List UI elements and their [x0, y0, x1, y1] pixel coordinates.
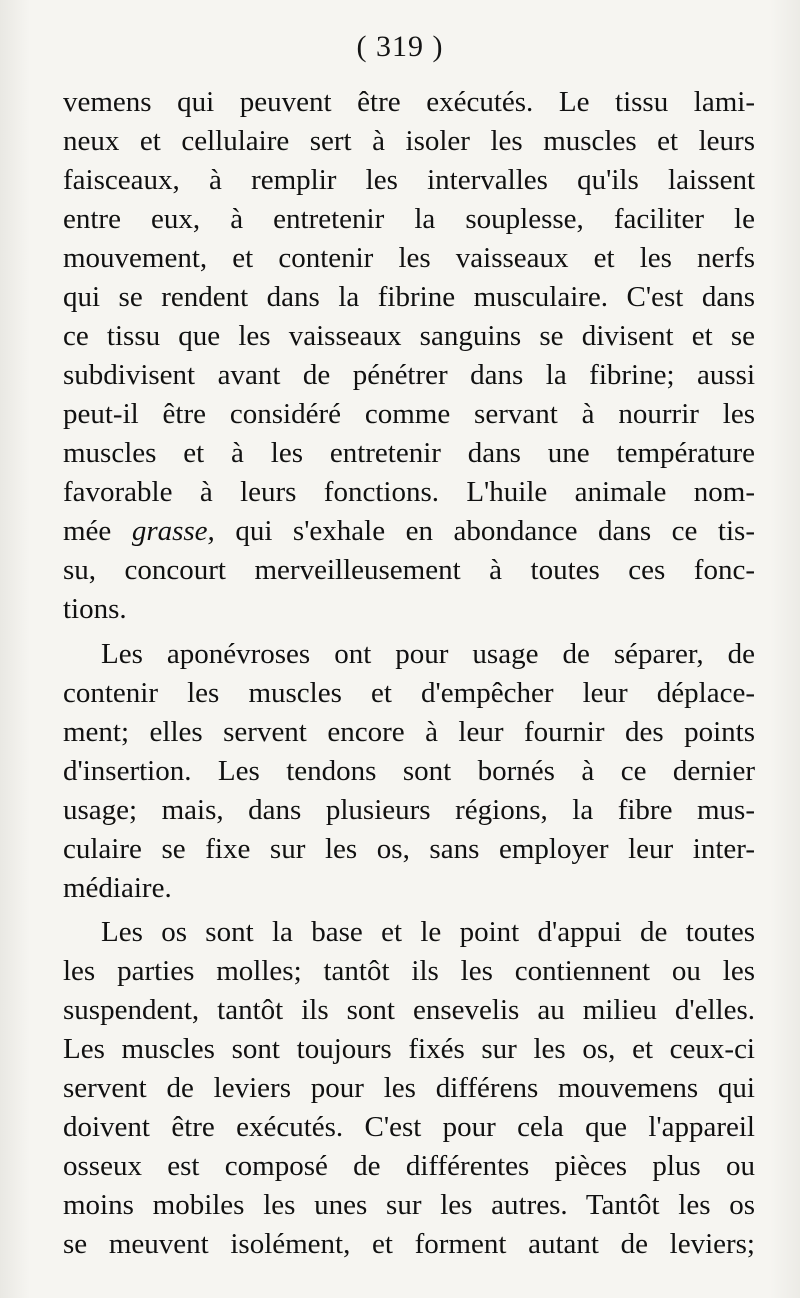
text-line: mouvement, et contenir les vaisseaux et les nerfs — [63, 242, 755, 274]
text-fragment: mée — [63, 515, 132, 547]
text-line: ce tissu que les vaisseaux sanguins se divisent et se — [63, 320, 755, 352]
text-line: su, concourt merveilleusement à toutes ces fonc- — [63, 554, 755, 586]
paragraph-first-line: Les os sont la base et le point d'appui de toutes — [101, 916, 755, 948]
italic-term: grasse, — [131, 515, 215, 547]
text-line: neux et cellulaire sert à isoler les muscles et leurs — [63, 125, 755, 157]
text-line: favorable à leurs fonctions. L'huile animale nom- — [63, 476, 755, 508]
text-line: culaire se fixe sur les os, sans employer leur inter- — [63, 833, 755, 865]
text-line: osseux est composé de différentes pièces plus ou — [63, 1150, 755, 1182]
text-line: servent de leviers pour les différens mouvemens qui — [63, 1072, 755, 1104]
text-line: muscles et à les entretenir dans une température — [63, 437, 755, 469]
paragraph-first-line: Les aponévroses ont pour usage de séparer, de — [101, 638, 755, 670]
text-line: qui se rendent dans la fibrine musculaire. C'est dans — [63, 281, 755, 313]
text-line: entre eux, à entretenir la souplesse, faciliter le — [63, 203, 755, 235]
text-line: moins mobiles les unes sur les autres. Tantôt les os — [63, 1189, 755, 1221]
text-line: subdivisent avant de pénétrer dans la fibrine; aussi — [63, 359, 755, 391]
text-line: médiaire. — [63, 872, 172, 904]
text-line: les parties molles; tantôt ils les contiennent ou les — [63, 955, 755, 987]
text-line: d'insertion. Les tendons sont bornés à ce dernier — [63, 755, 755, 787]
text-line: se meuvent isolément, et forment autant de leviers; — [63, 1228, 755, 1260]
text-line: faisceaux, à remplir les intervalles qu'ils laissent — [63, 164, 755, 196]
text-line: ment; elles servent encore à leur fournir des points — [63, 716, 755, 748]
page-number: ( 319 ) — [356, 30, 444, 63]
text-line: doivent être exécutés. C'est pour cela que l'appareil — [63, 1111, 755, 1143]
text-line: suspendent, tantôt ils sont ensevelis au milieu d'elles. — [63, 994, 755, 1026]
text-line: Les muscles sont toujours fixés sur les os, et ceux-ci — [63, 1033, 755, 1065]
text-line: peut-il être considéré comme servant à nourrir les — [63, 398, 755, 430]
text-line: contenir les muscles et d'empêcher leur déplace- — [63, 677, 755, 709]
text-fragment: qui s'exhale en abondance dans ce tis- — [214, 515, 755, 547]
text-line: usage; mais, dans plusieurs régions, la fibre mus- — [63, 794, 755, 826]
text-line: tions. — [63, 593, 127, 625]
text-line: vemens qui peuvent être exécutés. Le tissu lami- — [63, 86, 755, 118]
text-line-with-italic — [63, 513, 755, 549]
